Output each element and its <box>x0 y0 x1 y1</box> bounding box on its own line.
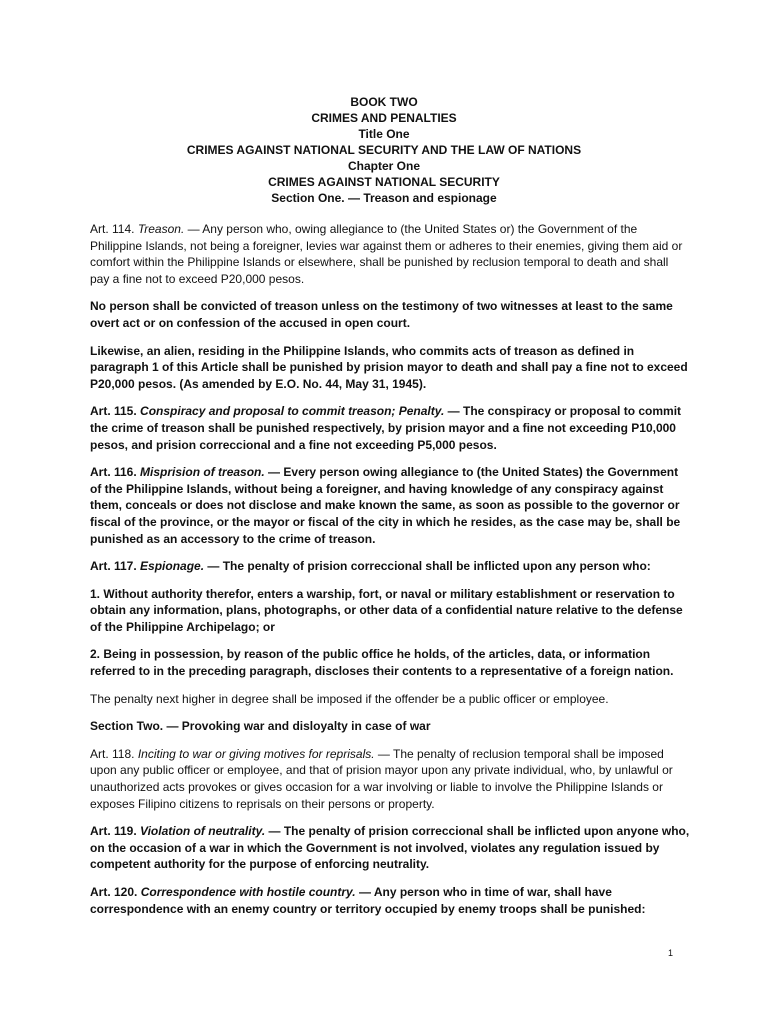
article-120: Art. 120. Correspondence with hostile country. — Any person who in time of war, shall have correspondence with an enemy country or territory occupied by enemy troops shall be punished: <box>90 885 646 916</box>
article-119-heading: Violation of neutrality. <box>140 824 266 839</box>
book-heading: BOOK TWO <box>350 95 418 109</box>
title-name: CRIMES AGAINST NATIONAL SECURITY AND THE LAW OF NATIONS <box>186 143 582 157</box>
article-116-heading: Misprision of treason. <box>140 465 265 480</box>
article-114-heading: Treason. <box>137 222 185 236</box>
section-two-heading: Section Two. — Provoking war and disloyalty in case of war <box>90 719 431 734</box>
article-118-heading: Inciting to war or giving motives for reprisals. <box>137 746 375 761</box>
paragraph-alien: Likewise, an alien, residing in the Philippine Islands, who commits acts of treason as defined in paragraph 1 of this Article shall be punished by prision mayor to death and shall pay a fine not to exceed P20,000 pesos. (As amended by E.O. No. 44, May 31, 1945). <box>90 343 688 391</box>
title-heading: Title One <box>358 127 410 141</box>
paragraph-witnesses: No person shall be convicted of treason unless on the testimony of two witnesses at least to the same overt act or on confession of the accused in open court. <box>90 299 673 330</box>
article-119: Art. 119. Violation of neutrality. — The penalty of prision correccional shall be inflicted upon anyone who, on the occasion of a war in which the Government is not involved, violates any regulation issued by competent authority for the purpose of enforcing neutrality. <box>90 824 690 872</box>
list-item-1: 1. Without authority therefor, enters a warship, fort, or naval or military establishment or reservation to obtain any information, plans, photographs, or other data of a confidential nature relative to the defense of the Philippine Archipelago; or <box>90 586 683 634</box>
article-116: Art. 116. Misprision of treason. — Every person owing allegiance to (the United States) the Government of the Philippine Islands, without being a foreigner, and having knowledge of any conspiracy against them, conceals or does not disclose and make known the same, as soon as possible to the governor or fiscal of the province, or the mayor or fiscal of the city in which he resides, as the case may be, shall be punished as an accessory to the crime of treason. <box>90 465 681 546</box>
article-117: Art. 117. Espionage. — The penalty of prision correccional shall be inflicted upon any person who: <box>90 559 651 574</box>
paragraph-penalty: The penalty next higher in degree shall be imposed if the offender be a public officer or employee. <box>90 691 609 706</box>
article-120-heading: Correspondence with hostile country. <box>140 885 356 899</box>
chapter-name: CRIMES AGAINST NATIONAL SECURITY <box>268 175 500 189</box>
article-115-heading: Conspiracy and proposal to commit treason; Penalty. <box>140 404 445 419</box>
list-item-2: 2. Being in possession, by reason of the public office he holds, of the articles, data, or information referred to in the preceding paragraph, discloses their contents to a representative of a foreign nation. <box>90 647 674 679</box>
article-115: Art. 115. Conspiracy and proposal to commit treason; Penalty. — The conspiracy or proposal to commit the crime of treason shall be punished respectively, by prision mayor and a fine not exceeding P10,000 pesos, and prision correccional and a fine not exceeding P5,000 pesos. <box>90 404 682 452</box>
document-body <box>90 221 690 928</box>
article-118: Art. 118. Inciting to war or giving motives for reprisals. — The penalty of reclusion temporal shall be imposed upon any public officer or employee, and that of prision mayor upon any private individual, who, by unlawful or unauthorized acts provokes or gives occasion for a war involving or liable to involve the Philippine Islands or exposes Filipino citizens to reprisals on their persons or property. <box>90 746 673 811</box>
document-header <box>0 94 768 206</box>
chapter-heading: Chapter One <box>347 159 420 173</box>
article-117-heading: Espionage. <box>140 559 205 574</box>
article-114: Art. 114. Treason. — Any person who, owing allegiance to (the United States or) the Government of the Philippine Islands, not being a foreigner, levies war against them or adheres to their enemies, giving them aid or comfort within the Philippine Islands or elsewhere, shall be punished by reclusion temporal to death and shall pay a fine not to exceed P20,000 pesos. <box>90 222 683 286</box>
book-subject: CRIMES AND PENALTIES <box>311 111 457 125</box>
page-number: 1 <box>668 948 674 958</box>
section-heading: Section One. — Treason and espionage <box>271 191 497 205</box>
